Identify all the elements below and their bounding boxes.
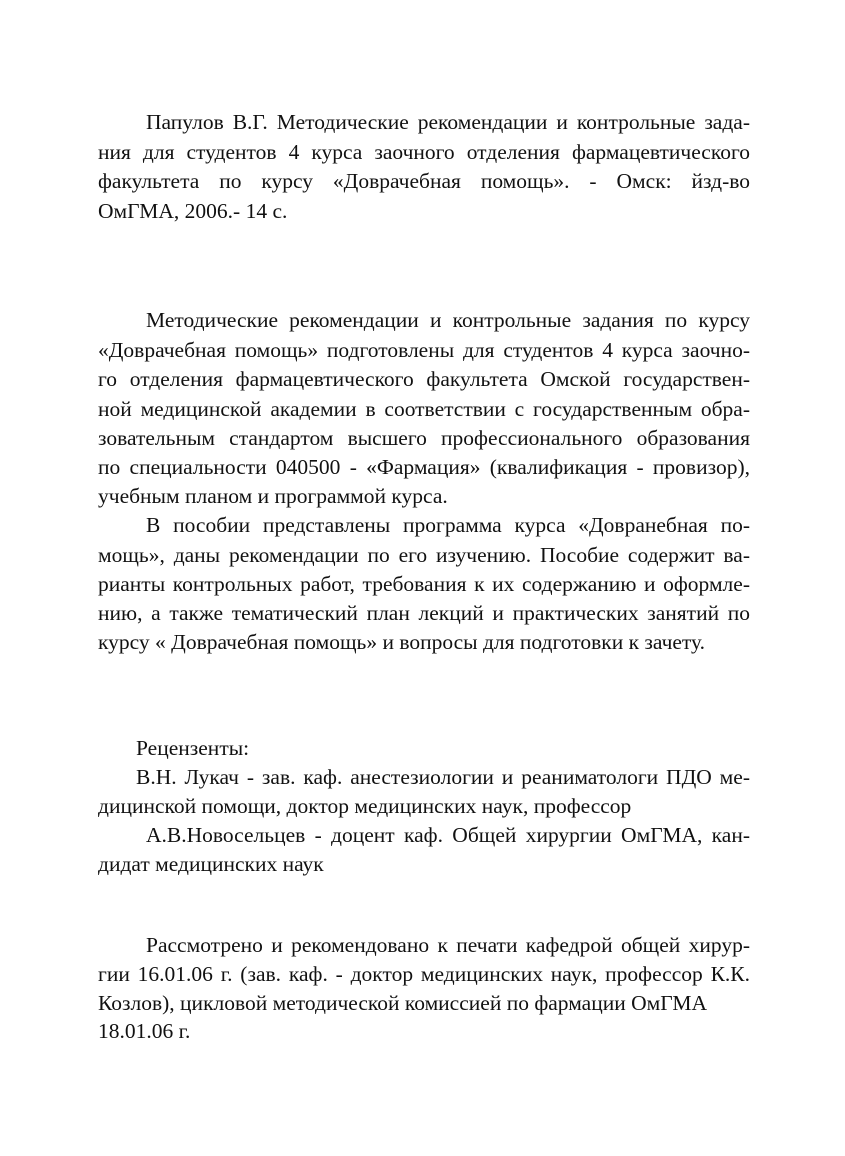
reviewer-line: В.Н. Лукач - зав. каф. анестезиологии и реаниматологи ПДО ме- bbox=[136, 765, 750, 789]
annotation-line: «Доврачебная помощь» подготовлены для студентов 4 курса заочно- bbox=[98, 338, 750, 362]
approval-line: гии 16.01.06 г. (зав. каф. - доктор медицинских наук, профессор К.К. bbox=[98, 962, 750, 986]
annotation-line: ной медицинской академии в соответствии с государственным обра- bbox=[98, 397, 750, 421]
annotation-line: курсу « Доврачебная помощь» и вопросы для подготовки к зачету. bbox=[98, 630, 706, 654]
reviewer-line: А.В.Новосельцев - доцент каф. Общей хирургии ОмГМА, кан- bbox=[146, 823, 750, 847]
bibliographic-line: факультета по курсу «Доврачебная помощь». - Омск: йзд-во bbox=[98, 169, 750, 193]
annotation-line: нию, а также тематический план лекций и практических занятий по bbox=[98, 601, 750, 625]
approval-line: Козлов), цикловой методической комиссией по фармации ОмГМА bbox=[98, 991, 708, 1015]
bibliographic-line: Папулов В.Г. Методические рекомендации и контрольные зада- bbox=[146, 110, 750, 134]
annotation-line: Методические рекомендации и контрольные задания по курсу bbox=[146, 308, 750, 332]
reviewer-line: дицинской помощи, доктор медицинских наук, профессор bbox=[98, 794, 632, 818]
bibliographic-line: ния для студентов 4 курса заочного отделения фармацевтического bbox=[98, 140, 750, 164]
annotation-line: мощь», даны рекомендации по его изучению. Пособие содержит ва- bbox=[98, 543, 750, 567]
reviewer-line: дидат медицинских наук bbox=[98, 852, 324, 876]
annotation-line: рианты контрольных работ, требования к их содержанию и оформле- bbox=[98, 572, 750, 596]
approval-line: Рассмотрено и рекомендовано к печати кафедрой общей хирур- bbox=[146, 933, 750, 957]
annotation-line: по специальности 040500 - «Фармация» (квалификация - провизор), bbox=[98, 455, 750, 479]
annotation-line: учебным планом и программой курса. bbox=[98, 484, 448, 508]
bibliographic-line: ОмГМА, 2006.- 14 с. bbox=[98, 199, 288, 223]
annotation-line: го отделения фармацевтического факультета Омской государствен- bbox=[98, 367, 750, 391]
reviewers-heading: Рецензенты: bbox=[136, 736, 250, 760]
approval-line: 18.01.06 г. bbox=[98, 1019, 191, 1043]
annotation-line: зовательным стандартом высшего профессионального образования bbox=[98, 426, 750, 450]
annotation-line: В пособии представлены программа курса «Довранебная по- bbox=[146, 513, 750, 537]
